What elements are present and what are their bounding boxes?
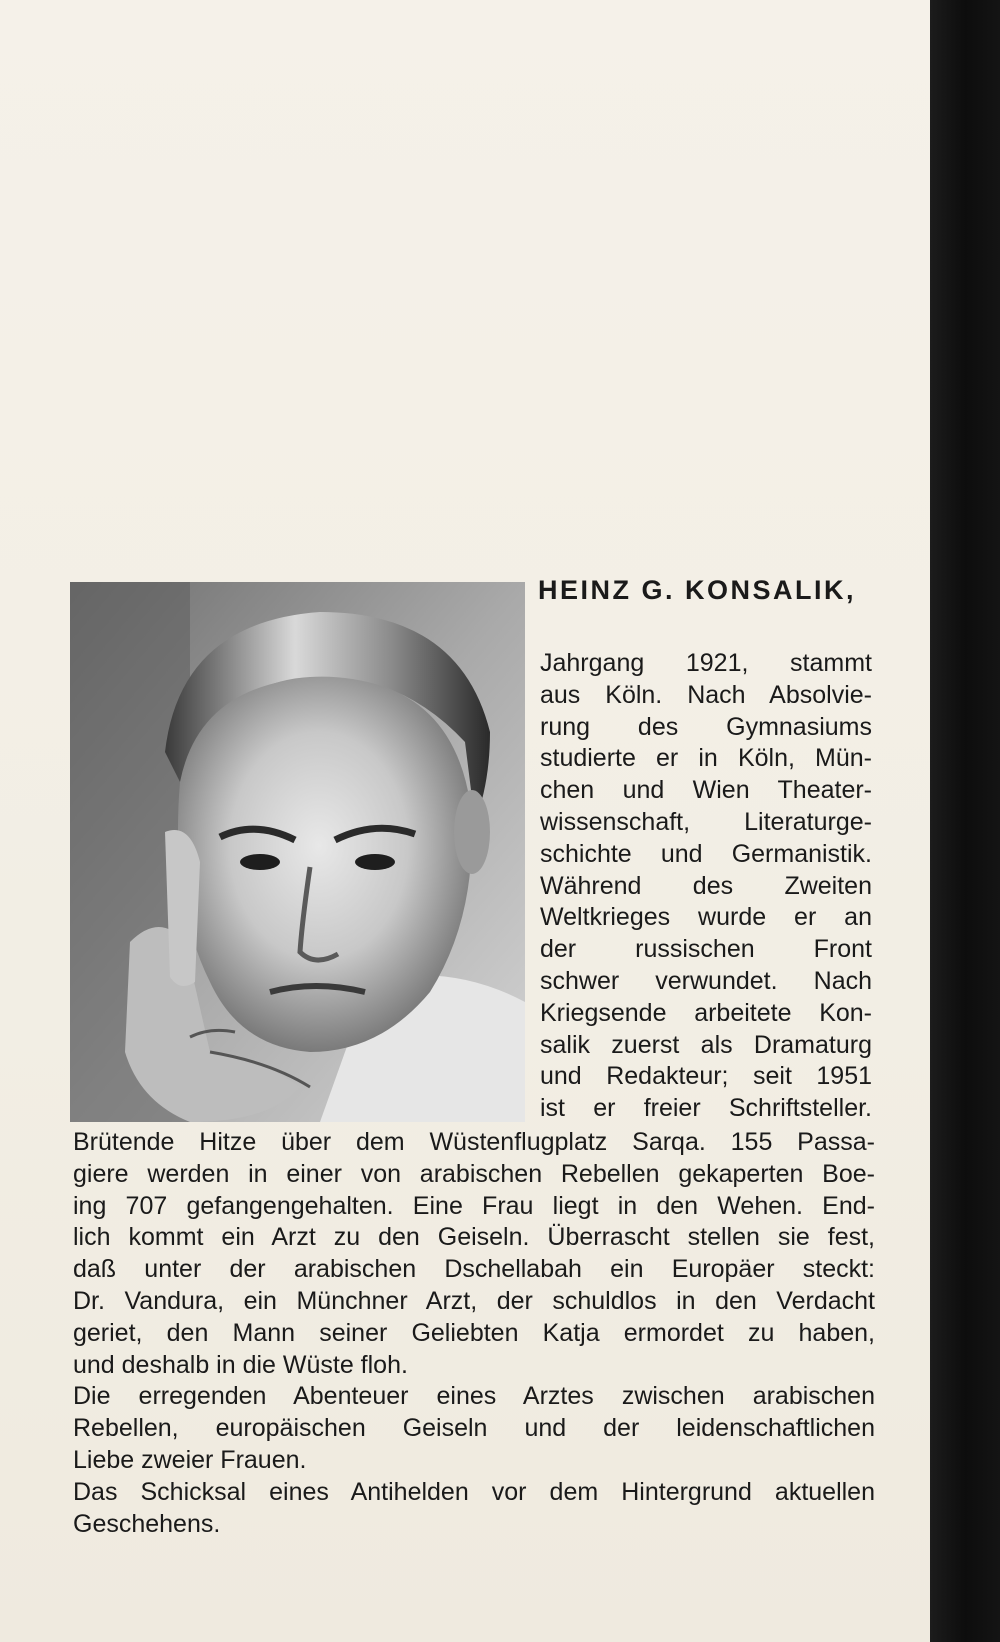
blurb-line: geriet, den Mann seiner Geliebten Katja ermordet zu haben,: [73, 1318, 875, 1347]
bio-line: Kriegsende arbeitete Kon-: [540, 998, 872, 1027]
portrait-icon: [70, 582, 525, 1122]
blurb-line: daß unter der arabischen Dschellabah ein Europäer steckt:: [73, 1255, 875, 1284]
bio-line: Während des Zweiten: [540, 871, 872, 900]
author-name-heading: HEINZ G. KONSALIK,: [538, 575, 857, 605]
blurb-line: lich kommt ein Arzt zu den Geiseln. Überrascht stellen sie fest,: [73, 1223, 875, 1252]
blurb-line: Brütende Hitze über dem Wüstenflugplatz Sarqa. 155 Passa-: [73, 1128, 875, 1156]
bio-line: wissenschaft, Literaturge-: [540, 807, 872, 836]
author-bio: [540, 648, 872, 1125]
blurb-line: Geschehens.: [73, 1509, 221, 1538]
bio-line: salik zuerst als Dramaturg: [540, 1030, 872, 1059]
blurb-line: giere werden in einer von arabischen Rebellen gekaperten Boe-: [73, 1159, 875, 1188]
bio-line: aus Köln. Nach Absolvie-: [540, 680, 872, 709]
bio-line: Jahrgang 1921, stammt: [540, 649, 872, 677]
author-portrait-photo: [70, 582, 525, 1122]
blurb-line: Die erregenden Abenteuer eines Arztes zwischen arabischen: [73, 1382, 875, 1411]
blurb-line: Das Schicksal eines Antihelden vor dem Hintergrund aktuellen: [73, 1477, 875, 1506]
bio-line: rung des Gymnasiums: [540, 712, 872, 741]
bio-line: chen und Wien Theater-: [540, 776, 872, 805]
book-spine-edge: [930, 0, 1000, 1642]
blurb-line: ing 707 gefangengehalten. Eine Frau liegt in den Wehen. End-: [73, 1191, 875, 1220]
bio-line: und Redakteur; seit 1951: [540, 1062, 872, 1091]
blurb-line: Dr. Vandura, ein Münchner Arzt, der schuldlos in den Verdacht: [73, 1286, 875, 1315]
bio-line: studierte er in Köln, Mün-: [540, 744, 872, 773]
bio-line: ist er freier Schriftsteller.: [540, 1094, 872, 1123]
bio-line: schwer verwundet. Nach: [540, 966, 872, 995]
blurb-line: und deshalb in die Wüste floh.: [73, 1350, 408, 1379]
bio-line: Weltkrieges wurde er an: [540, 903, 872, 932]
bio-line: der russischen Front: [540, 935, 872, 964]
blurb-line: Liebe zweier Frauen.: [73, 1445, 307, 1474]
bio-line: schichte und Germanistik.: [540, 839, 872, 868]
blurb-line: Rebellen, europäischen Geiseln und der leidenschaftlichen: [73, 1414, 875, 1443]
book-blurb: [73, 1127, 875, 1540]
